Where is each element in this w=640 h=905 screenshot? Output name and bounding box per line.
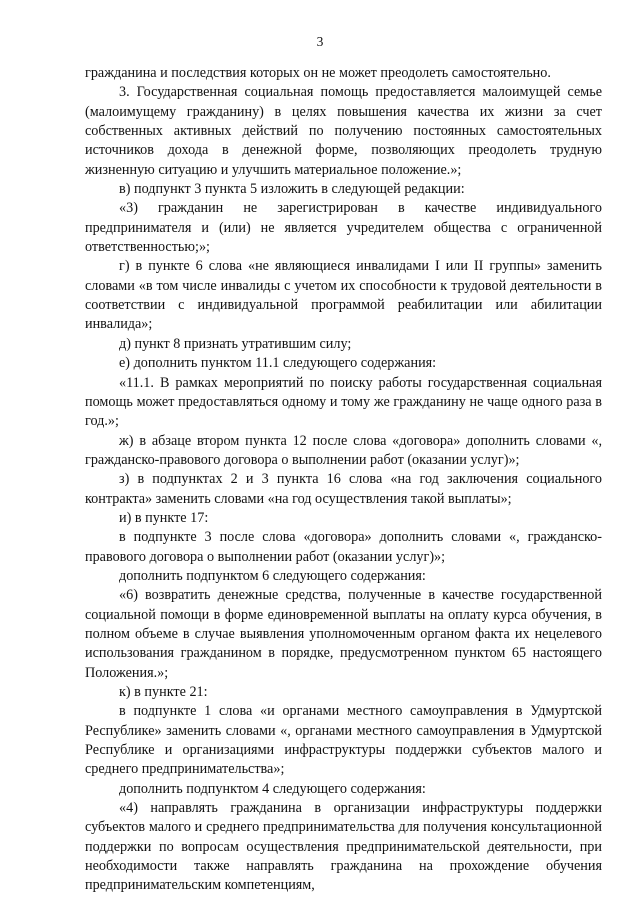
paragraph: к) в пункте 21: — [119, 684, 208, 700]
paragraph: дополнить подпунктом 4 следующего содержания: — [119, 780, 426, 797]
paragraph: з) в подпунктах 2 и 3 пункта 16 слова «на год заключения социального контракта» заменить словами «на год осуществления такой выплаты»; — [85, 471, 602, 507]
paragraph: и) в пункте 17: — [119, 509, 209, 526]
paragraph: в) подпункт 3 пункта 5 изложить в следующей редакции: — [119, 181, 465, 198]
paragraph: гражданина и последствия которых он не может преодолеть самостоятельно. — [85, 65, 551, 81]
paragraph: «4) направлять гражданина в организации инфраструктуры поддержки субъектов малого и среднего предпринимательства для получения консультационной поддержки по вопросам осуществления предпринимательской деятельности, при необходимости также направлять гражданина на прохождение обучения предпринимательским компетенциям, — [85, 800, 602, 894]
paragraph: ж) в абзаце втором пункта 12 после слова «договора» дополнить словами «, гражданско-правового договора о выполнении работ (оказании услуг)»; — [85, 432, 602, 468]
paragraph: г) в пункте 6 слова «не являющиеся инвалидами I или II группы» заменить словами «в том числе инвалиды с учетом их способности к трудовой деятельности в соответствии с индивидуальной программой реабилитации или абилитации инвалида»; — [85, 258, 602, 333]
paragraph: «6) возвратить денежные средства, полученные в качестве государственной социальной помощи в форме единовременной выплаты на оплату курса обучения, в полном объеме в случае выявления уполномоченным органом факта их нецелевого использования гражданином в порядке, предусмотренном пунктом 65 настоящего Положения.»; — [85, 587, 602, 681]
document-body — [85, 64, 602, 896]
paragraph: в подпункте 3 после слова «договора» дополнить словами «, гражданско-правового договора о выполнении работ (оказании услуг)»; — [85, 529, 602, 565]
paragraph: д) пункт 8 признать утратившим силу; — [119, 335, 352, 352]
paragraph: дополнить подпунктом 6 следующего содержания: — [119, 567, 426, 584]
paragraph: «3) гражданин не зарегистрирован в качестве индивидуального предпринимателя и (или) не является учредителем общества с ограниченной ответственностью;»; — [85, 200, 602, 256]
page-number: 3 — [316, 34, 324, 49]
paragraph: «11.1. В рамках мероприятий по поиску работы государственная социальная помощь может предоставляться одному и тому же гражданину не чаще одного раза в год.»; — [85, 374, 602, 430]
paragraph: 3. Государственная социальная помощь предоставляется малоимущей семье (малоимущему гражданину) в целях повышения качества их жизни за счет собственных активных действий по получению постоянных самостоятельных источников дохода в денежной форме, позволяющих преодолеть трудную жизненную ситуацию и улучшить материальное положение.»; — [85, 84, 602, 178]
paragraph: е) дополнить пунктом 11.1 следующего содержания: — [119, 355, 437, 372]
paragraph: в подпункте 1 слова «и органами местного самоуправления в Удмуртской Республике» заменить словами «, органами местного самоуправления в Удмуртской Республике и организациями инфраструктуры поддержки субъектов малого и среднего предпринимательства»; — [85, 703, 602, 778]
